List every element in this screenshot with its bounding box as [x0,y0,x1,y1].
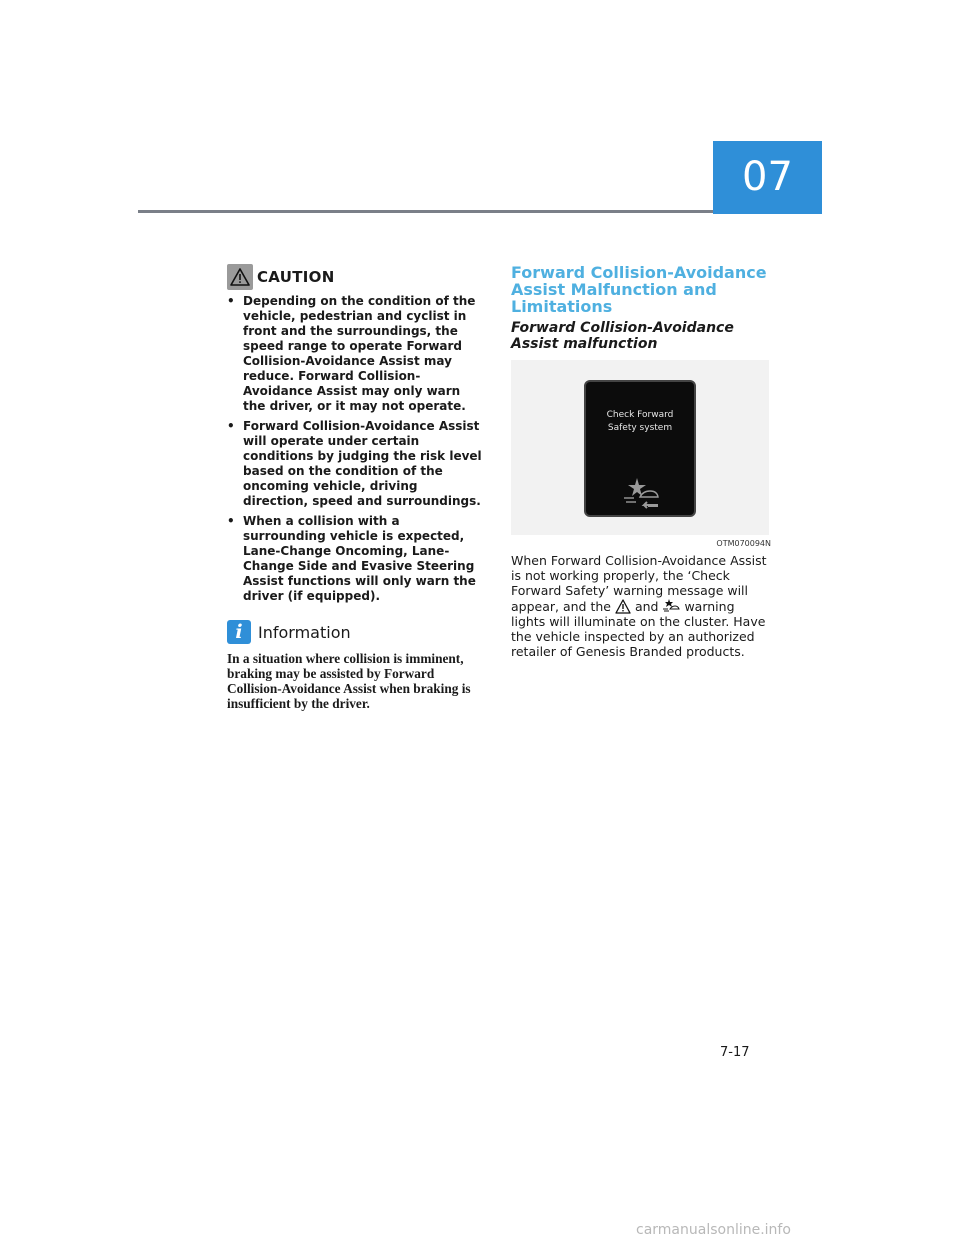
body-text-part2: warning lights will illuminate on the cluster. Have the vehicle inspected by an authorized retailer of Genesis Branded products. [511,599,766,659]
cluster-figure [511,360,769,535]
page-number: 7-17 [720,1045,750,1060]
caution-item [227,514,485,604]
chapter-tab: 07 [713,141,822,214]
right-column [511,264,771,659]
bullet: • [227,419,235,433]
cluster-display [584,380,696,517]
warning-triangle-icon [615,599,631,614]
forward-collision-warning-icon [622,476,662,516]
figure-caption: OTM070094N [716,539,771,548]
section-subtitle: Forward Collision-Avoidance Assist malfunction [511,320,734,352]
information-header [227,617,485,647]
caution-item [227,294,485,414]
caution-item-text: Depending on the condition of the vehicle, pedestrian and cyclist in front and the surroundings, the speed range to operate Forward Collision-Avoidance Assist may reduce. Forward Collision-Avoidance Assist may only warn the driver, or it may not operate. [243,294,476,413]
cluster-message: Check Forward Safety system [606,410,674,433]
information-body: In a situation where collision is imminent, braking may be assisted by Forward Collision-Avoidance Assist when braking is insufficient by the driver. [227,651,471,711]
caution-item-text: Forward Collision-Avoidance Assist will operate under certain conditions by judging the risk level based on the condition of the oncoming vehicle, driving direction, speed and surroundings. [243,419,482,508]
warning-triangle-icon [227,264,253,290]
caution-item-text: When a collision with a surrounding vehicle is expected, Lane-Change Oncoming, Lane-Change Side and Evasive Steering Assist functions will only warn the driver (if equipped). [243,514,476,603]
caution-title: CAUTION [257,268,335,286]
body-text-part1: When Forward Collision-Avoidance Assist is not working properly, the ‘Check Forward Safety’ warning message will appear, and the [511,553,767,614]
information-title: Information [258,622,351,642]
watermark[interactable]: carmanualsonline.info [636,1222,791,1238]
bullet: • [227,294,235,308]
forward-collision-warning-icon [662,598,680,614]
bullet: • [227,514,235,528]
left-column [227,262,485,711]
header-divider [138,210,713,213]
caution-header [227,262,485,292]
caution-list [227,294,485,604]
info-icon: i [227,620,251,644]
caution-item [227,419,485,509]
body-text-and: and [634,599,659,614]
section-title: Forward Collision-Avoidance Assist Malfunction and Limitations [511,263,767,316]
section-body [511,553,771,659]
